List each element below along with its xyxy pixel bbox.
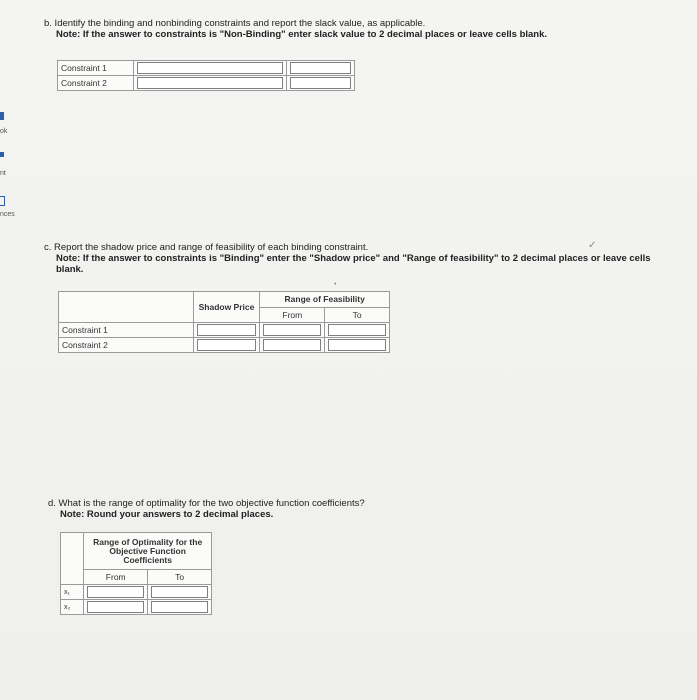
check-mark: ✓ — [588, 240, 597, 251]
part-c-header-range: Range of Feasibility — [260, 292, 390, 308]
part-c-from-input-1[interactable] — [263, 324, 321, 336]
part-c-shadow-input-1[interactable] — [197, 324, 257, 336]
table-row — [61, 533, 212, 570]
part-d-row-label: x₂ — [61, 600, 84, 615]
part-b-prompt — [44, 18, 664, 40]
part-d-header-from: From — [84, 570, 148, 585]
part-b-question: b. Identify the binding and nonbinding constraints and report the slack value, as applicable. — [44, 18, 426, 29]
part-d-row-label: x₁ — [61, 585, 84, 600]
table-row — [58, 61, 355, 76]
sidebar-item-3[interactable]: nces — [0, 211, 15, 218]
part-c-cell — [260, 323, 325, 338]
part-d-cell — [148, 600, 212, 615]
part-c-to-input-2[interactable] — [328, 339, 386, 351]
part-c-header-shadow: Shadow Price — [193, 292, 260, 323]
sidebar-marker-2 — [0, 152, 4, 157]
part-c-shadow-input-2[interactable] — [197, 339, 257, 351]
part-b-cell — [133, 76, 287, 91]
part-c-cell — [193, 323, 260, 338]
part-d-header-range: Range of Optimality for the Objective Function Coefficients — [84, 533, 212, 570]
part-c-note: Note: If the answer to constraints is "Binding" enter the "Shadow price" and "Range of feasibility" to 2 decimal places or leave cells blank. — [56, 253, 651, 275]
part-b-binding-select-1[interactable] — [137, 62, 284, 74]
part-c-header-to: To — [325, 307, 390, 323]
part-b-row-label: Constraint 1 — [58, 61, 134, 76]
sidebar-item-1[interactable]: ok — [0, 128, 8, 135]
part-b-row-label: Constraint 2 — [58, 76, 134, 91]
part-c-cell — [325, 338, 390, 353]
part-c-to-input-1[interactable] — [328, 324, 386, 336]
part-d-cell — [84, 600, 148, 615]
part-d-note: Note: Round your answers to 2 decimal places. — [60, 509, 274, 520]
part-d-header-blank — [61, 533, 84, 585]
part-c-from-input-2[interactable] — [263, 339, 321, 351]
table-row — [61, 570, 212, 585]
part-c-cell — [325, 323, 390, 338]
sidebar-marker-3 — [0, 196, 5, 206]
part-d-question: d. What is the range of optimality for the two objective function coefficients? — [48, 498, 365, 509]
part-b-cell — [287, 61, 355, 76]
part-d-cell — [148, 585, 212, 600]
part-b-note: Note: If the answer to constraints is "Non-Binding" enter slack value to 2 decimal places or leave cells blank. — [56, 29, 548, 40]
sidebar-marker-1 — [0, 112, 4, 120]
part-d-cell — [84, 585, 148, 600]
part-d-header-to: To — [148, 570, 212, 585]
part-c-question: c. Report the shadow price and range of feasibility of each binding constraint. — [44, 242, 369, 253]
part-c-table — [58, 291, 390, 353]
part-c-row-label: Constraint 1 — [59, 323, 194, 338]
part-b-slack-input-2[interactable] — [290, 77, 351, 89]
part-b-slack-input-1[interactable] — [290, 62, 351, 74]
table-row — [61, 600, 212, 615]
table-row — [59, 292, 390, 308]
part-c-cell — [260, 338, 325, 353]
table-row — [59, 323, 390, 338]
table-row — [59, 338, 390, 353]
table-row — [61, 585, 212, 600]
part-b-binding-select-2[interactable] — [137, 77, 284, 89]
dot-mark: • — [334, 281, 337, 288]
part-c-header-from: From — [260, 307, 325, 323]
part-d-to-input-2[interactable] — [151, 601, 208, 613]
part-d-from-input-1[interactable] — [87, 586, 144, 598]
part-d-table — [60, 532, 212, 615]
part-d-prompt — [48, 498, 668, 520]
part-c-prompt — [44, 242, 664, 275]
part-c-cell — [193, 338, 260, 353]
part-d-to-input-1[interactable] — [151, 586, 208, 598]
table-row — [58, 76, 355, 91]
sidebar-item-2[interactable]: nt — [0, 170, 6, 177]
part-c-row-label: Constraint 2 — [59, 338, 194, 353]
part-d-from-input-2[interactable] — [87, 601, 144, 613]
part-b-cell — [287, 76, 355, 91]
part-b-table — [57, 60, 355, 91]
part-b-cell — [133, 61, 287, 76]
part-c-header-blank — [59, 292, 194, 323]
